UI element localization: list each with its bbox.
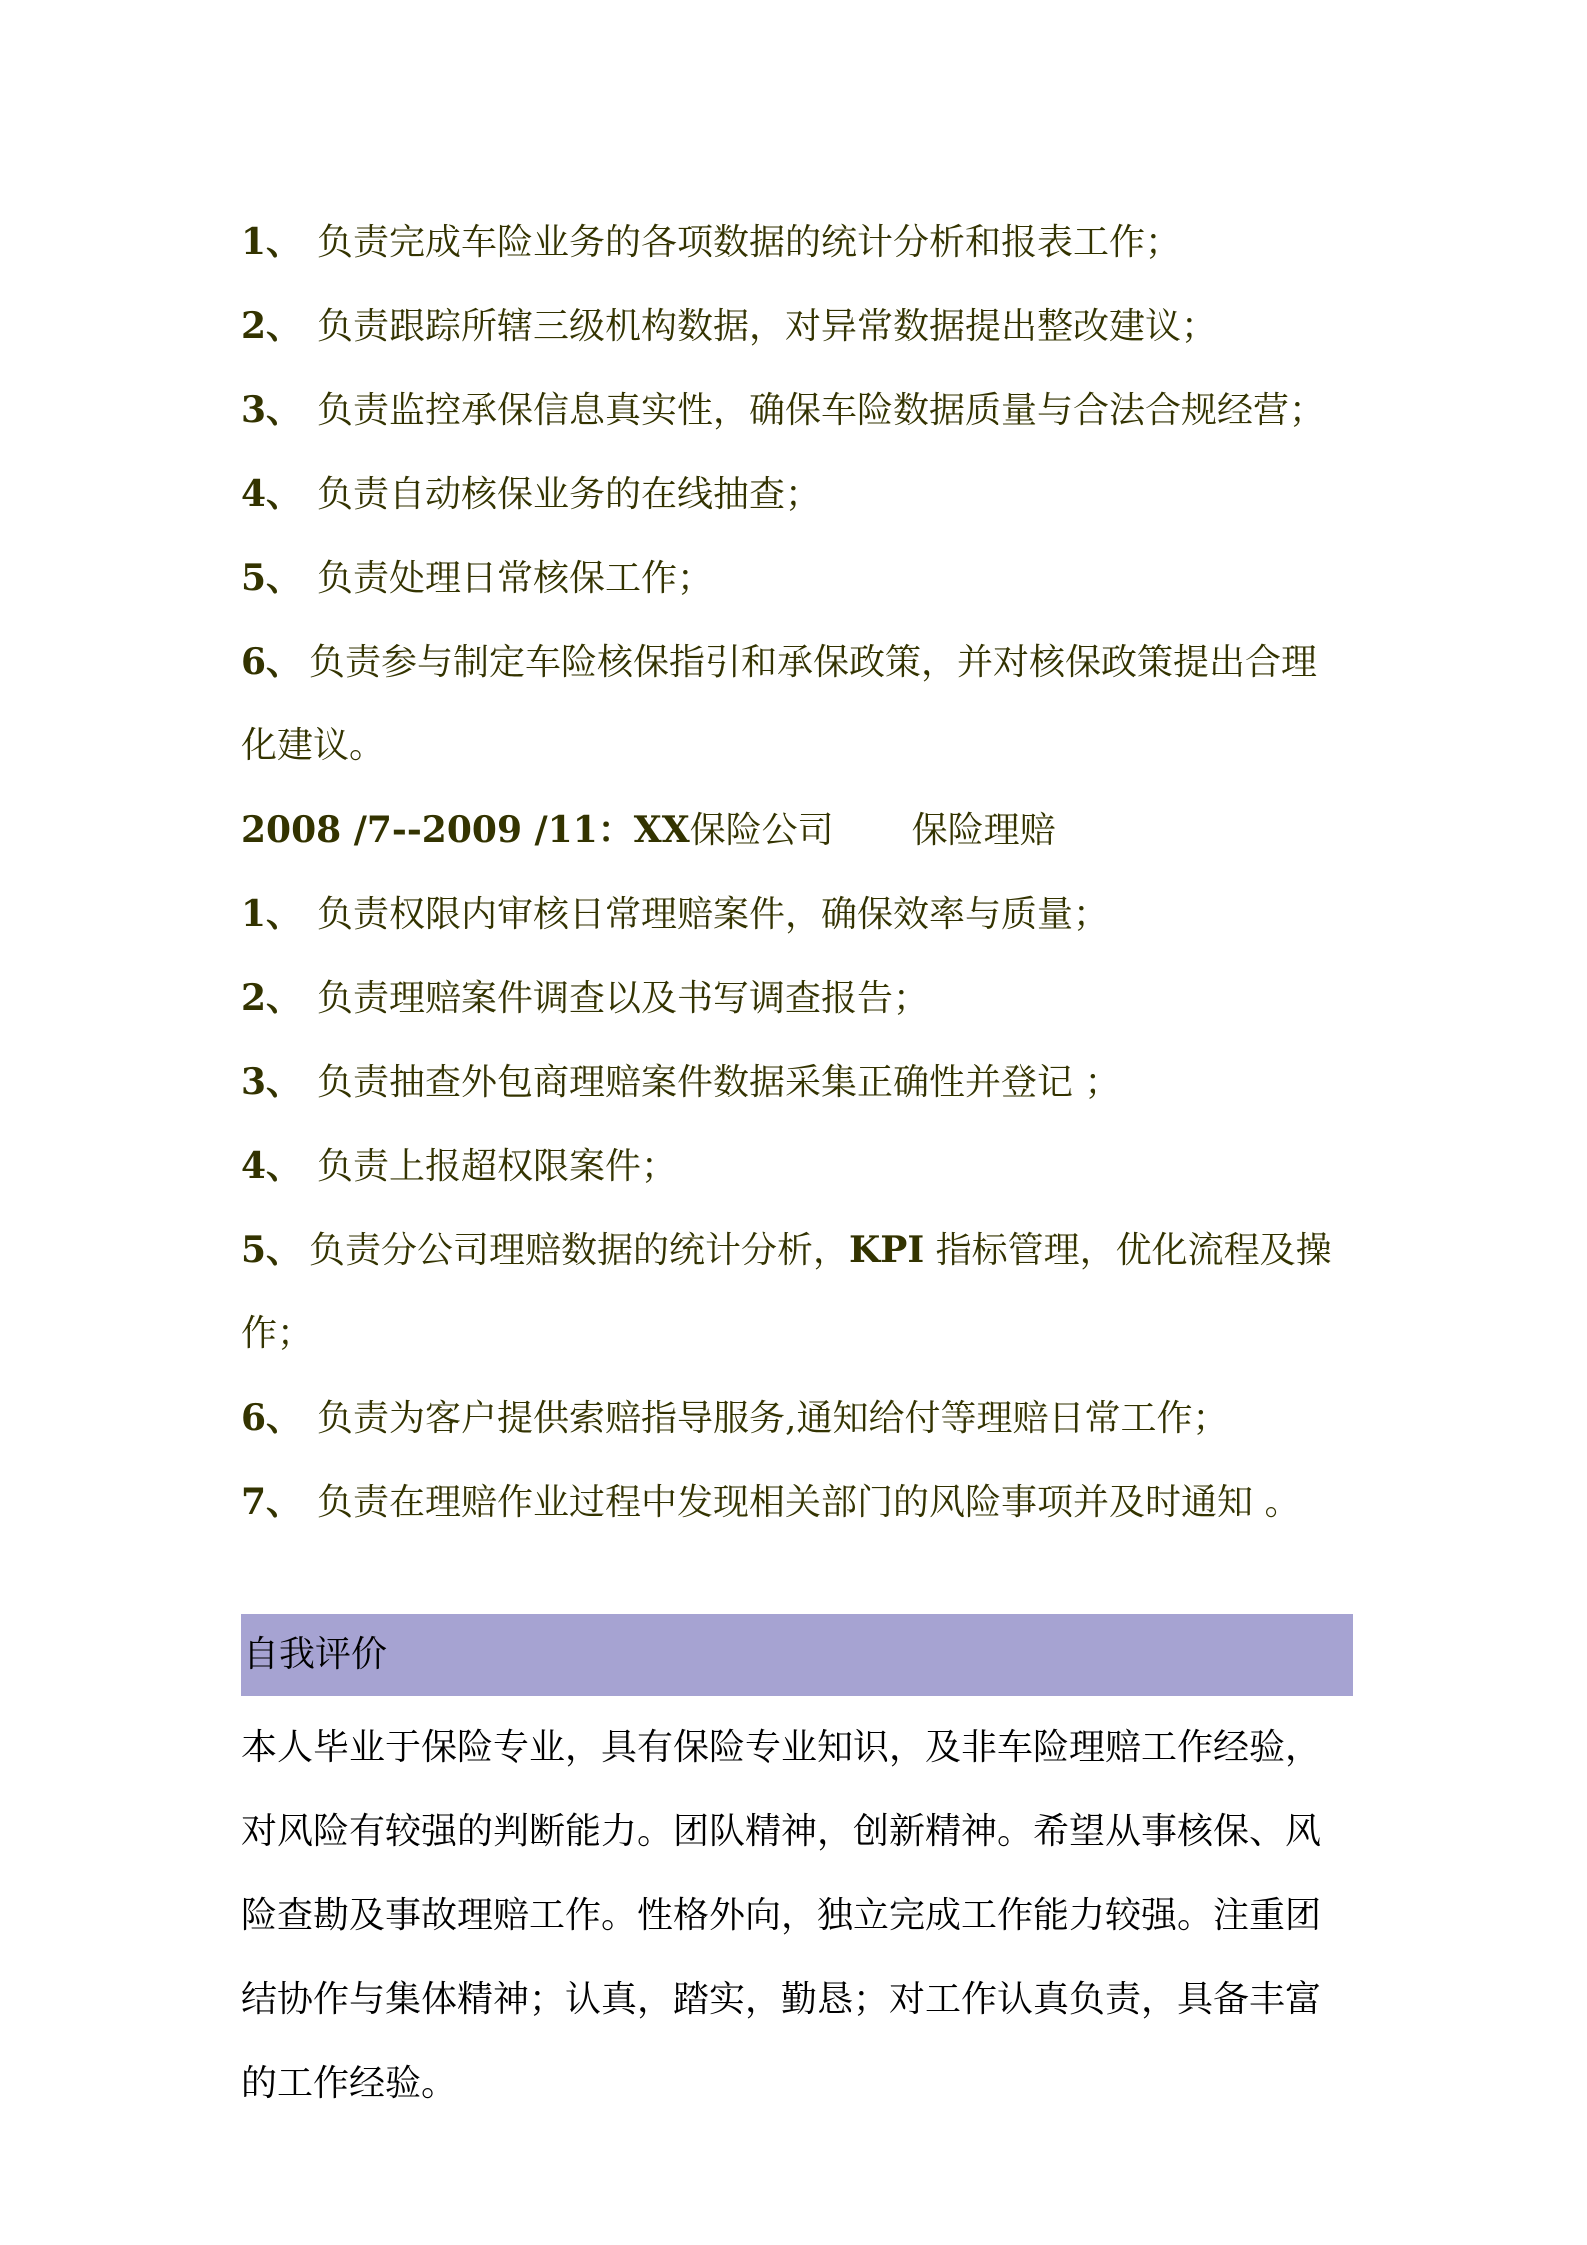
duty-text: 负责理赔案件调查以及书写调查报告； <box>317 978 930 1019</box>
duty-item <box>241 536 1353 620</box>
duty-text: 负责权限内审核日常理赔案件，确保效率与质量； <box>317 894 1110 935</box>
duty-item <box>241 1124 1353 1208</box>
duty-item <box>241 620 1353 704</box>
duty-item <box>241 872 1353 956</box>
duty-item <box>241 200 1353 284</box>
duty-item <box>241 1208 1353 1292</box>
kpi-label: KPI <box>849 1229 925 1271</box>
duty-text: 负责为客户提供索赔指导服务,通知给付等理赔日常工作； <box>317 1398 1229 1439</box>
duty-text: 负责分公司理赔数据的统计分析， <box>309 1230 850 1271</box>
duty-item <box>241 284 1353 368</box>
duty-continuation <box>241 1292 1353 1376</box>
duty-text: 指标管理，优化流程及操 <box>924 1230 1332 1271</box>
duty-text: 负责抽查外包商理赔案件数据采集正确性并登记 ； <box>317 1062 1121 1103</box>
duty-number: 4、 <box>241 473 303 515</box>
duty-text: 负责跟踪所辖三级机构数据，对异常数据提出整改建议； <box>317 306 1218 347</box>
duty-item <box>241 1040 1353 1124</box>
paragraph-line: 本人毕业于保险专业，具有保险专业知识，及非车险理赔工作经验， <box>241 1727 1322 1768</box>
duty-text: 负责监控承保信息真实性，确保车险数据质量与合法合规经营； <box>317 390 1326 431</box>
duty-number: 5、 <box>241 557 303 599</box>
paragraph-line: 的工作经验。 <box>241 2063 458 2104</box>
duty-text: 负责处理日常核保工作； <box>317 558 714 599</box>
duty-text: 负责完成车险业务的各项数据的统计分析和报表工作； <box>317 222 1182 263</box>
resume-page <box>241 200 1353 2126</box>
duty-item <box>241 452 1353 536</box>
duty-number: 5、 <box>241 1229 303 1271</box>
duty-item <box>241 956 1353 1040</box>
duty-continuation <box>241 704 1353 788</box>
paragraph-line: 结协作与集体精神；认真，踏实，勤恳；对工作认真负责，具备丰富 <box>241 1979 1322 2020</box>
duty-number: 1、 <box>241 221 303 263</box>
duty-text-continued: 作； <box>241 1313 314 1354</box>
paragraph-line: 对风险有较强的判断能力。团队精神，创新精神。希望从事核保、风 <box>241 1811 1322 1852</box>
duty-item <box>241 368 1353 452</box>
duty-text-continued: 化建议。 <box>241 725 386 766</box>
duty-number: 3、 <box>241 1061 303 1103</box>
duty-text: 负责自动核保业务的在线抽查； <box>317 474 822 515</box>
job-heading <box>241 788 1353 872</box>
duty-number: 6、 <box>241 641 303 683</box>
duty-number: 7、 <box>241 1481 303 1523</box>
self-evaluation-paragraph <box>241 1706 1353 2126</box>
duty-number: 1、 <box>241 893 303 935</box>
duty-item <box>241 1460 1353 1544</box>
duty-text: 负责参与制定车险核保指引和承保政策，并对核保政策提出合理 <box>309 642 1318 683</box>
section-heading-self-evaluation: 自我评价 <box>241 1614 1353 1696</box>
job-position: 保险理赔 <box>911 810 1056 851</box>
job-period: 2008 /7--2009 /11：XX <box>241 809 690 851</box>
duty-number: 6、 <box>241 1397 303 1439</box>
duty-text: 负责上报超权限案件； <box>317 1146 678 1187</box>
duty-item <box>241 1376 1353 1460</box>
duty-text: 负责在理赔作业过程中发现相关部门的风险事项并及时通知 。 <box>317 1482 1301 1523</box>
duty-number: 2、 <box>241 977 303 1019</box>
spacer <box>241 1544 1353 1614</box>
duty-number: 2、 <box>241 305 303 347</box>
paragraph-line: 险查勘及事故理赔工作。性格外向，独立完成工作能力较强。注重团 <box>241 1895 1322 1936</box>
duty-number: 3、 <box>241 389 303 431</box>
job-company: 保险公司 <box>689 810 834 851</box>
duty-number: 4、 <box>241 1145 303 1187</box>
